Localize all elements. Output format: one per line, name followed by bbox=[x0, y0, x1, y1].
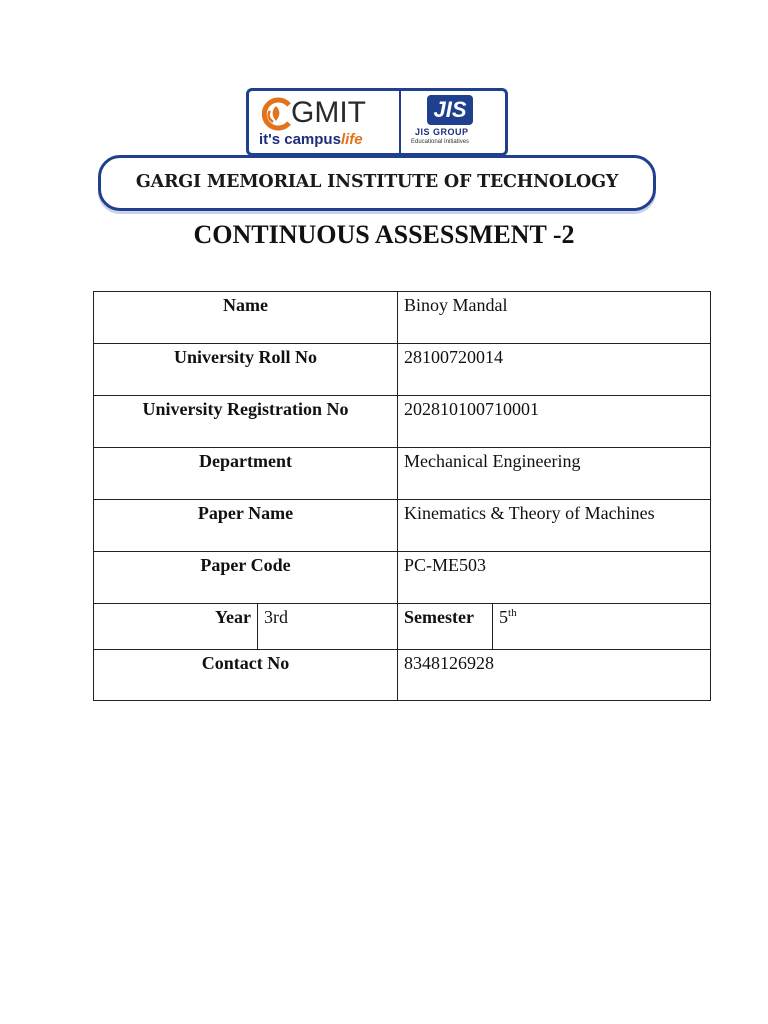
gmit-tagline bbox=[259, 131, 363, 149]
table-row bbox=[94, 292, 711, 344]
document-title: CONTINUOUS ASSESSMENT -2 bbox=[193, 220, 575, 249]
gmit-wordmark: GMIT bbox=[291, 96, 366, 129]
institute-name: GARGI MEMORIAL INSTITUTE OF TECHNOLOGY bbox=[135, 172, 619, 192]
row-value-department: Mechanical Engineering bbox=[398, 448, 711, 500]
row-label-paper-name: Paper Name bbox=[94, 500, 398, 552]
jis-group-label: JIS GROUP bbox=[415, 127, 469, 137]
row-label-department: Department bbox=[94, 448, 398, 500]
jis-logo bbox=[401, 91, 505, 153]
institute-banner bbox=[98, 155, 656, 211]
table-row bbox=[94, 396, 711, 448]
year-label: Year bbox=[94, 604, 258, 650]
jis-subtitle: Educational Initiatives bbox=[411, 139, 470, 145]
row-value-roll-no: 28100720014 bbox=[398, 344, 711, 396]
row-value-name: Binoy Mandal bbox=[398, 292, 711, 344]
student-info-table bbox=[93, 291, 711, 701]
row-label-roll-no: University Roll No bbox=[94, 344, 398, 396]
row-value-contact: 8348126928 bbox=[398, 650, 711, 701]
gmit-emblem-icon bbox=[259, 97, 293, 131]
tagline-campus: campus bbox=[284, 131, 341, 148]
gmit-logo bbox=[249, 91, 401, 153]
jis-badge: JIS bbox=[427, 95, 473, 125]
table-row bbox=[94, 500, 711, 552]
row-value-paper-name: Kinematics & Theory of Machines bbox=[398, 500, 711, 552]
row-value-registration-no: 202810100710001 bbox=[398, 396, 711, 448]
semester-label: Semester bbox=[398, 604, 493, 650]
tagline-prefix: it's bbox=[259, 131, 285, 148]
row-label-contact: Contact No bbox=[94, 650, 398, 701]
year-value: 3rd bbox=[258, 604, 398, 650]
semester-value bbox=[493, 604, 711, 650]
institute-logo bbox=[246, 88, 508, 156]
row-label-name: Name bbox=[94, 292, 398, 344]
tagline-life: life bbox=[340, 131, 363, 148]
row-value-paper-code: PC-ME503 bbox=[398, 552, 711, 604]
table-row bbox=[94, 344, 711, 396]
table-row bbox=[94, 650, 711, 701]
table-row bbox=[94, 448, 711, 500]
row-label-registration-no: University Registration No bbox=[94, 396, 398, 448]
table-row bbox=[94, 552, 711, 604]
semester-number: 5 bbox=[499, 607, 509, 627]
table-row bbox=[94, 604, 711, 650]
semester-suffix: th bbox=[508, 607, 517, 619]
row-label-paper-code: Paper Code bbox=[94, 552, 398, 604]
